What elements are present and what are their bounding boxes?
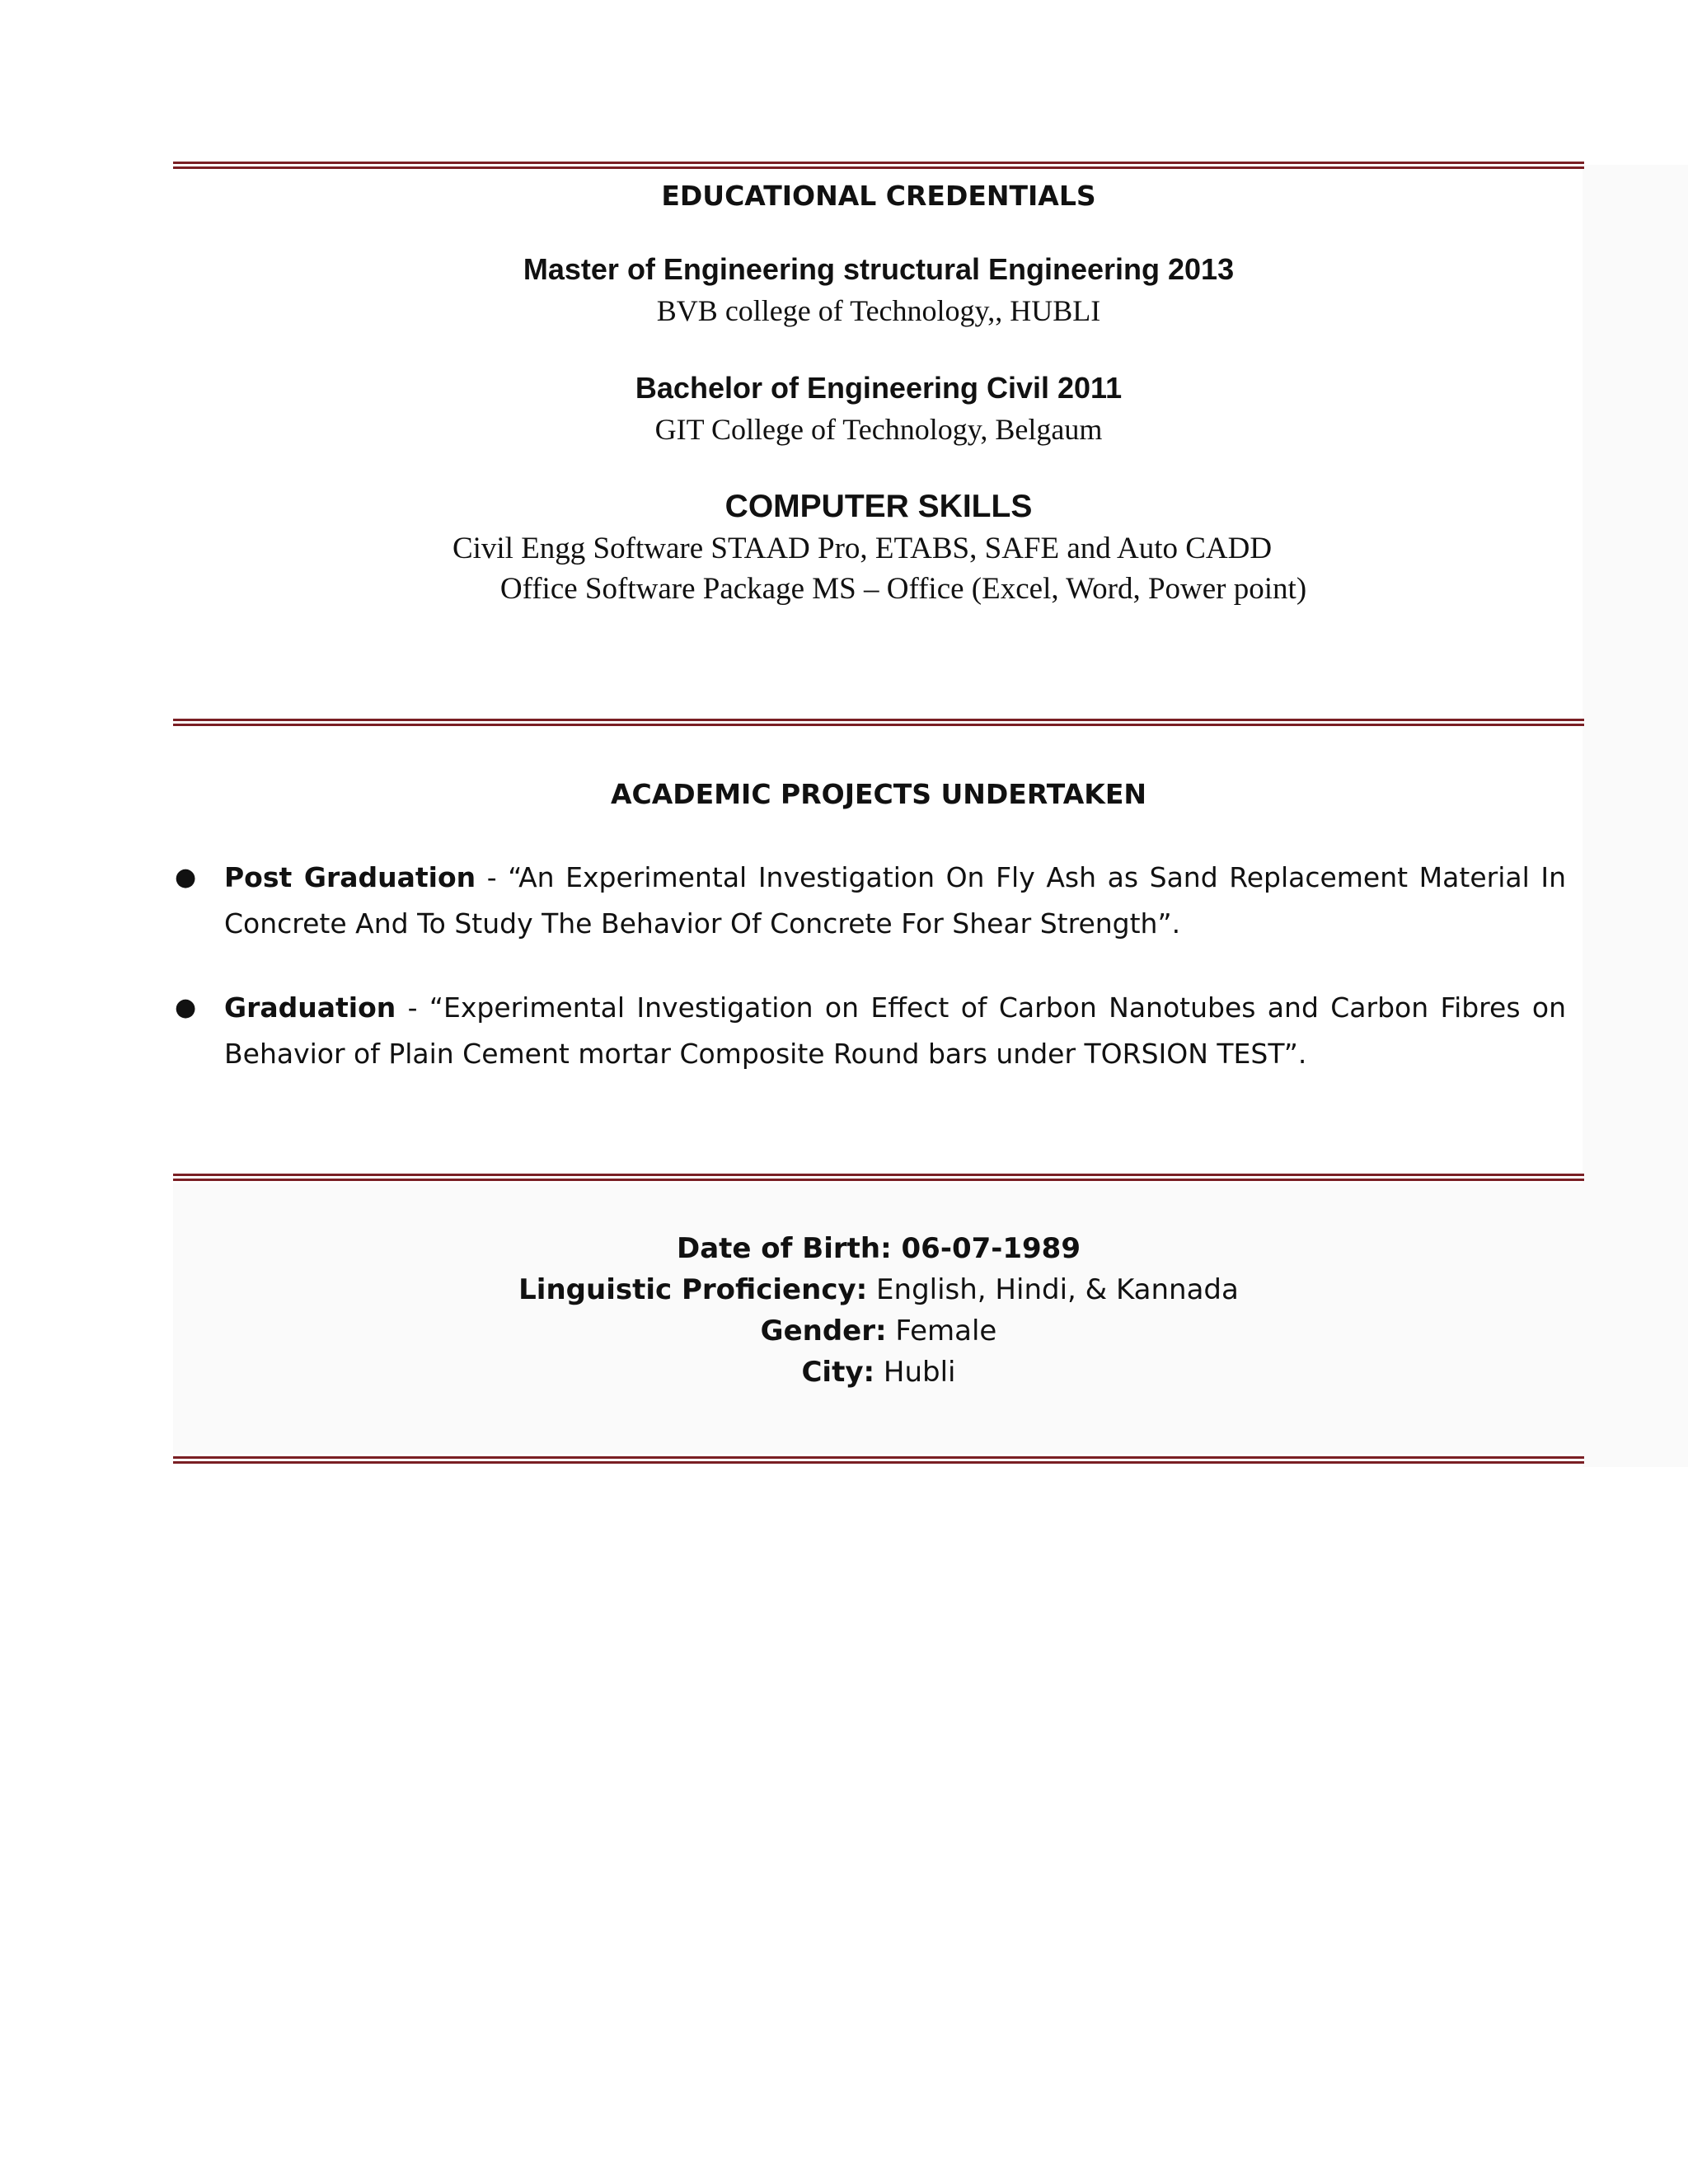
list-item (173, 855, 1566, 947)
divider-top (173, 162, 1584, 169)
degree-title-masters: Master of Engineering structural Engineering 2013 (523, 252, 1235, 286)
dob-line (173, 1228, 1584, 1269)
gender-value: Female (886, 1315, 997, 1347)
school-masters: BVB college of Technology,, HUBLI (656, 294, 1101, 327)
language-label: Linguistic Proficiency: (518, 1273, 868, 1306)
skill-line-office: Office Software Package MS – Office (Excel, Word, Power point) (499, 572, 1307, 606)
project-text: - “An Experimental Investigation On Fly Ash as Sand Replacement Material In Concrete And To Study The Behavior Of Concrete For Shear Strength”. (224, 861, 1566, 940)
degree-title-bachelors: Bachelor of Engineering Civil 2011 (635, 371, 1123, 405)
gender-line (173, 1310, 1584, 1352)
skills-heading: COMPUTER SKILLS (724, 489, 1033, 524)
bullet-icon: ● (175, 993, 197, 1022)
projects-list (173, 855, 1566, 1077)
personal-info (173, 1228, 1584, 1393)
divider-personal-top (173, 1174, 1584, 1181)
bullet-icon: ● (175, 863, 197, 892)
project-text: - “Experimental Investigation on Effect of Carbon Nanotubes and Carbon Fibres on Behavior of Plain Cement mortar Composite Round bars under TORSION TEST”. (224, 991, 1566, 1070)
project-label: Graduation (224, 991, 396, 1024)
city-line (173, 1352, 1584, 1393)
skill-line-civil: Civil Engg Software STAAD Pro, ETABS, SAFE and Auto CADD (452, 532, 1273, 565)
divider-bottom (173, 1456, 1584, 1464)
list-item (173, 985, 1566, 1077)
project-label: Post Graduation (224, 861, 476, 893)
language-line (173, 1269, 1584, 1310)
dob: Date of Birth: 06-07-1989 (676, 1232, 1081, 1265)
education-heading: EDUCATIONAL CREDENTIALS (661, 180, 1096, 212)
projects-heading: ACADEMIC PROJECTS UNDERTAKEN (610, 778, 1146, 810)
school-bachelors: GIT College of Technology, Belgaum (654, 413, 1103, 446)
city-label: City: (801, 1356, 875, 1389)
page-shade (1582, 165, 1688, 1467)
gender-label: Gender: (760, 1315, 887, 1347)
language-value: English, Hindi, & Kannada (867, 1273, 1239, 1306)
divider-middle (173, 719, 1584, 726)
city-value: Hubli (874, 1356, 956, 1389)
